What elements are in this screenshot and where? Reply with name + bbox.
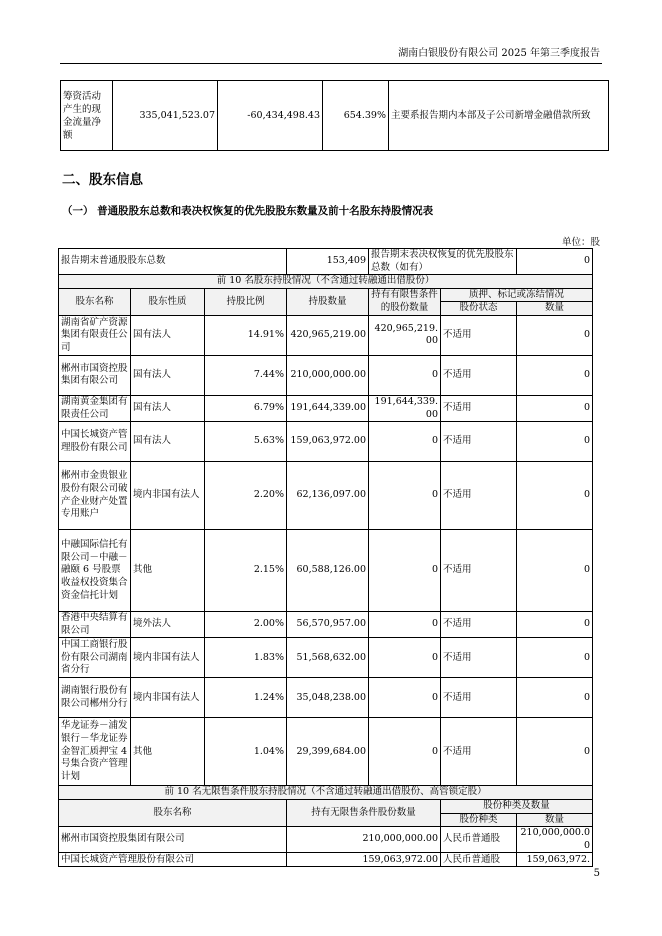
table-row	[59, 395, 593, 421]
shareholder-ratio: 2.15%	[205, 530, 287, 612]
shareholder-amount: 0	[517, 638, 593, 678]
unrestricted-type: 人民币普通股	[441, 853, 517, 867]
shareholder-name: 郴州市国资控股集团有限公司	[59, 355, 131, 395]
shareholder-amount: 0	[517, 395, 593, 421]
shareholder-name: 湖南黄金集团有限责任公司	[59, 395, 131, 421]
shareholder-nature: 国有法人	[131, 422, 205, 462]
shareholder-name: 郴州市金贵银业股份有限公司破产企业财产处置专用账户	[59, 462, 131, 530]
summary-row	[59, 249, 593, 275]
unrestricted-title: 前 10 名无限售条件股东持股情况（不含通过转融通出借股份、高管锁定股）	[59, 786, 593, 800]
cash-flow-reason: 主要系报告期内本部及子公司新增金融借款所致	[389, 81, 609, 151]
unrestricted-header-amount: 数量	[517, 813, 593, 827]
shareholder-ratio: 2.20%	[205, 462, 287, 530]
cash-flow-item: 筹资活动产生的现金流量净额	[61, 81, 113, 151]
shareholder-name: 中国长城资产管理股份有限公司	[59, 422, 131, 462]
table-row	[59, 530, 593, 612]
shareholder-name: 中融国际信托有限公司－中融－融颐 6 号股票收益权投资集合资金信托计划	[59, 530, 131, 612]
col-header-name: 股东名称	[59, 288, 131, 315]
report-header: 湖南白银股份有限公司 2025 年第三季度报告	[398, 48, 600, 59]
unrestricted-header-type-group: 股份种类及数量	[441, 799, 593, 813]
shareholder-quantity: 29,399,684.00	[287, 718, 369, 786]
shareholder-nature: 境内非国有法人	[131, 678, 205, 718]
table-row	[61, 81, 609, 151]
cash-flow-table	[60, 80, 609, 151]
shareholder-nature: 其他	[131, 530, 205, 612]
shareholder-status: 不适用	[441, 638, 517, 678]
shareholder-restricted: 0	[369, 612, 441, 638]
shareholder-nature: 境内非国有法人	[131, 462, 205, 530]
shareholder-status: 不适用	[441, 612, 517, 638]
unrestricted-type: 人民币普通股	[441, 827, 517, 853]
section-subtitle: （一） 普通股股东总数和表决权恢复的优先股股东数量及前十名股东持股情况表	[62, 205, 434, 217]
shareholder-amount: 0	[517, 718, 593, 786]
pref-holders-value: 0	[517, 249, 593, 275]
shareholder-status: 不适用	[441, 315, 517, 355]
shareholder-status: 不适用	[441, 395, 517, 421]
shareholder-restricted: 0	[369, 638, 441, 678]
shareholder-ratio: 6.79%	[205, 395, 287, 421]
shareholder-quantity: 62,136,097.00	[287, 462, 369, 530]
unrestricted-header-name: 股东名称	[59, 799, 287, 826]
common-holders-value: 153,409	[287, 249, 369, 275]
pref-holders-label: 报告期末表决权恢复的优先股股东总数（如有）	[369, 249, 517, 275]
table-row	[59, 422, 593, 462]
table-row	[59, 612, 593, 638]
shareholder-restricted: 420,965,219.00	[369, 315, 441, 355]
shareholder-name: 湖南银行股份有限公司郴州分行	[59, 678, 131, 718]
unrestricted-quantity: 159,063,972.00	[287, 853, 441, 867]
table-row	[59, 355, 593, 395]
shareholder-amount: 0	[517, 530, 593, 612]
col-header-pledge: 质押、标记或冻结情况	[441, 288, 593, 302]
top10-title: 前 10 名股东持股情况（不含通过转融通出借股份）	[59, 275, 593, 289]
cash-flow-current: 335,041,523.07	[113, 81, 218, 151]
shareholder-status: 不适用	[441, 530, 517, 612]
shareholder-nature: 国有法人	[131, 355, 205, 395]
col-header-amount: 数量	[517, 302, 593, 316]
unrestricted-quantity: 210,000,000.00	[287, 827, 441, 853]
shareholder-restricted: 0	[369, 718, 441, 786]
unrestricted-title-row	[59, 786, 593, 800]
shareholder-restricted: 191,644,339.00	[369, 395, 441, 421]
shareholder-status: 不适用	[441, 678, 517, 718]
shareholder-ratio: 5.63%	[205, 422, 287, 462]
cash-flow-previous: -60,434,498.43	[218, 81, 323, 151]
shareholder-ratio: 2.00%	[205, 612, 287, 638]
common-holders-label: 报告期末普通股股东总数	[59, 249, 287, 275]
shareholder-amount: 0	[517, 612, 593, 638]
unrestricted-header-type: 股份种类	[441, 813, 517, 827]
unrestricted-name: 中国长城资产管理股份有限公司	[59, 853, 287, 867]
unrestricted-header-row	[59, 799, 593, 813]
shareholder-quantity: 51,568,632.00	[287, 638, 369, 678]
shareholder-amount: 0	[517, 355, 593, 395]
shareholder-name: 香港中央结算有限公司	[59, 612, 131, 638]
shareholder-quantity: 35,048,238.00	[287, 678, 369, 718]
shareholder-amount: 0	[517, 678, 593, 718]
shareholder-status: 不适用	[441, 718, 517, 786]
table-row	[59, 678, 593, 718]
header-divider	[60, 63, 602, 64]
shareholder-nature: 境外法人	[131, 612, 205, 638]
shareholder-quantity: 420,965,219.00	[287, 315, 369, 355]
shareholder-restricted: 0	[369, 530, 441, 612]
shareholder-nature: 其他	[131, 718, 205, 786]
shareholder-nature: 国有法人	[131, 395, 205, 421]
shareholder-nature: 国有法人	[131, 315, 205, 355]
table-row	[59, 827, 593, 853]
table-row	[59, 853, 593, 867]
shareholder-ratio: 1.04%	[205, 718, 287, 786]
shareholder-nature: 境内非国有法人	[131, 638, 205, 678]
section-title: 二、股东信息	[62, 172, 143, 188]
col-header-nature: 股东性质	[131, 288, 205, 315]
shareholder-amount: 0	[517, 422, 593, 462]
shareholder-status: 不适用	[441, 422, 517, 462]
shareholder-status: 不适用	[441, 355, 517, 395]
shareholder-amount: 0	[517, 462, 593, 530]
col-header-quantity: 持股数量	[287, 288, 369, 315]
shareholder-quantity: 60,588,126.00	[287, 530, 369, 612]
unrestricted-header-quantity: 持有无限售条件股份数量	[287, 799, 441, 826]
top10-title-row	[59, 275, 593, 289]
unrestricted-amount: 159,063,972.	[517, 853, 593, 867]
shareholder-name: 湖南省矿产资源集团有限责任公司	[59, 315, 131, 355]
shareholder-restricted: 0	[369, 462, 441, 530]
shareholder-quantity: 191,644,339.00	[287, 395, 369, 421]
col-header-status: 股份状态	[441, 302, 517, 316]
shareholder-amount: 0	[517, 315, 593, 355]
page-number: 5	[593, 868, 600, 879]
cash-flow-change: 654.39%	[323, 81, 389, 151]
unit-label: 单位：股	[561, 237, 600, 248]
shareholder-ratio: 14.91%	[205, 315, 287, 355]
shareholder-ratio: 1.24%	[205, 678, 287, 718]
shareholder-restricted: 0	[369, 355, 441, 395]
shareholder-quantity: 159,063,972.00	[287, 422, 369, 462]
unrestricted-name: 郴州市国资控股集团有限公司	[59, 827, 287, 853]
col-header-ratio: 持股比例	[205, 288, 287, 315]
shareholder-name: 中国工商银行股份有限公司湖南省分行	[59, 638, 131, 678]
shareholder-ratio: 1.83%	[205, 638, 287, 678]
shareholder-restricted: 0	[369, 422, 441, 462]
shareholder-quantity: 56,570,957.00	[287, 612, 369, 638]
shareholder-table	[58, 248, 593, 867]
shareholder-ratio: 7.44%	[205, 355, 287, 395]
shareholder-status: 不适用	[441, 462, 517, 530]
shareholder-restricted: 0	[369, 678, 441, 718]
unrestricted-amount: 210,000,000.00	[517, 827, 593, 853]
shareholder-name: 华龙证券－浦发银行－华龙证券金智汇质押宝 4 号集合资产管理计划	[59, 718, 131, 786]
table-row	[59, 718, 593, 786]
shareholder-quantity: 210,000,000.00	[287, 355, 369, 395]
table-row	[59, 315, 593, 355]
col-header-restricted: 持有有限售条件的股份数量	[369, 288, 441, 315]
top10-header-row	[59, 288, 593, 302]
table-row	[59, 638, 593, 678]
table-row	[59, 462, 593, 530]
